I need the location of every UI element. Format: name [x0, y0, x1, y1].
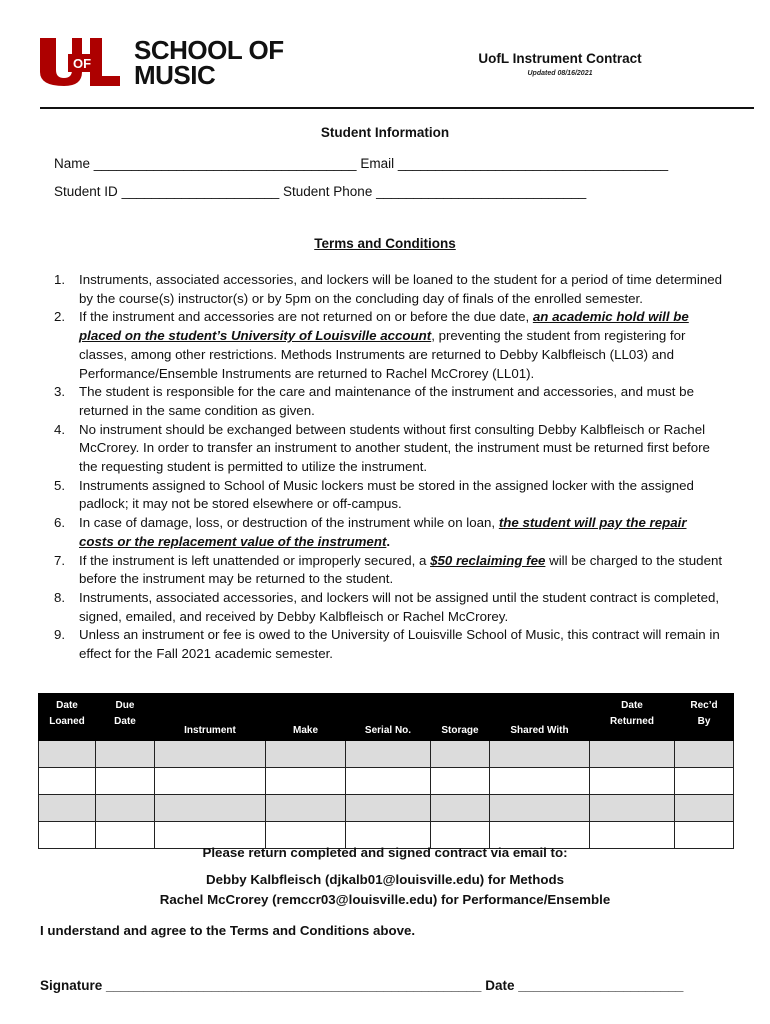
date-field[interactable]: ______________________: [518, 978, 684, 993]
table-cell[interactable]: [266, 795, 346, 822]
term-number: 5.: [54, 477, 66, 493]
table-row: [39, 741, 734, 768]
term-number: 1.: [54, 272, 66, 287]
signature-row: [40, 978, 683, 993]
table-cell[interactable]: [675, 768, 734, 795]
term-text-continued: , preventing the student from registering for classes, among other restrictions. Methods Instruments are returned to Debby Kalbfleisch (LL03) and Performance/Ensemble Instruments are returned to Rachel McCrorey (LL01).: [79, 328, 686, 381]
student-phone-field[interactable]: ____________________________: [376, 184, 587, 199]
term-item: [54, 589, 724, 626]
school-name-line1: SCHOOL OF: [134, 35, 284, 65]
email-label: Email: [360, 156, 395, 171]
term-text-continued: .: [386, 533, 391, 549]
table-cell[interactable]: [96, 768, 155, 795]
svg-text:OF: OF: [72, 56, 92, 71]
agreement-statement: I understand and agree to the Terms and Conditions above.: [40, 923, 416, 938]
uofl-school-of-music-logo: [38, 36, 288, 92]
col-serial-no: Serial No.: [346, 694, 431, 741]
term-number: 8.: [54, 589, 66, 605]
return-instructions: Please return completed and signed contract via email to:: [202, 845, 568, 860]
terms-list: [54, 271, 724, 664]
term-emphasis: the student will pay the repair costs or the replacement value of the instrument: [79, 515, 687, 549]
signature-label: Signature: [40, 978, 103, 993]
table-cell[interactable]: [346, 768, 431, 795]
col-shared-with: Shared With: [490, 694, 590, 741]
term-number: 3.: [54, 384, 66, 400]
table-cell[interactable]: [590, 741, 675, 768]
col-due-date: Due Date: [96, 694, 155, 741]
student-id-label: Student ID: [54, 184, 118, 199]
table-cell[interactable]: [39, 768, 96, 795]
table-cell[interactable]: [155, 768, 266, 795]
term-text-continued: will be charged to the student before the instrument may be returned to the student.: [79, 552, 723, 587]
table-cell[interactable]: [490, 768, 590, 795]
id-phone-row: [54, 184, 586, 199]
term-text: The student is responsible for the care and maintenance of the instrument and accessories, and must be returned in the same condition as given.: [79, 384, 694, 418]
name-email-row: [54, 156, 668, 171]
col-date-returned: Date Returned: [590, 694, 675, 741]
term-item: [54, 514, 724, 551]
table-cell[interactable]: [346, 741, 431, 768]
date-label: Date: [485, 978, 515, 993]
term-text: Unless an instrument or fee is owed to the University of Louisville School of Music, this contract will remain in effect for the Fall 2021 academic semester.: [79, 627, 720, 662]
student-id-field[interactable]: _____________________: [121, 184, 280, 199]
term-number: 7.: [54, 552, 66, 568]
instrument-table: [38, 693, 734, 849]
term-number: 9.: [54, 627, 66, 643]
col-make: Make: [266, 694, 346, 741]
table-cell[interactable]: [155, 795, 266, 822]
table-cell[interactable]: [590, 795, 675, 822]
term-item: [54, 477, 724, 514]
name-field[interactable]: ___________________________________: [93, 156, 357, 171]
term-text: If the instrument and accessories are not returned on or before the due date,: [79, 309, 533, 325]
header-divider: [40, 107, 754, 109]
table-cell[interactable]: [39, 741, 96, 768]
term-number: 2.: [54, 309, 66, 325]
term-item: [54, 383, 724, 420]
student-phone-label: Student Phone: [283, 184, 373, 199]
col-instrument: Instrument: [155, 694, 266, 741]
col-recd-by: Rec’d By: [675, 694, 734, 741]
term-text: Instruments assigned to School of Music lockers must be stored in the assigned locker with the assigned padlock; it may not be stored elsewhere or off-campus.: [79, 477, 694, 512]
table-cell[interactable]: [39, 795, 96, 822]
term-text: If the instrument is left unattended or improperly secured, a: [79, 552, 431, 568]
table-cell[interactable]: [96, 795, 155, 822]
table-cell[interactable]: [675, 795, 734, 822]
table-cell[interactable]: [675, 741, 734, 768]
updated-date: Updated 08/16/2021: [527, 70, 593, 77]
term-item: [54, 271, 724, 308]
student-info-heading: Student Information: [320, 125, 450, 140]
uofl-logo-mark-icon: [38, 36, 122, 88]
term-item: [54, 421, 724, 477]
methods-contact: Debby Kalbfleisch (djkalb01@louisville.edu) for Methods: [205, 872, 564, 887]
table-row: [39, 768, 734, 795]
email-field[interactable]: ____________________________________: [397, 156, 669, 171]
table-cell[interactable]: [590, 768, 675, 795]
table-cell[interactable]: [490, 741, 590, 768]
signature-field[interactable]: __________________________________________________: [106, 978, 482, 993]
table-cell[interactable]: [266, 768, 346, 795]
table-cell[interactable]: [346, 795, 431, 822]
name-label: Name: [54, 156, 91, 171]
term-text: No instrument should be exchanged between students without first consulting Debby Kalbfleisch or Rachel McCrorey. In order to transfer an instrument to another student, the instrument must be returned first before the requesting student is permitted to utilize the instrument.: [79, 421, 710, 475]
table-cell[interactable]: [266, 741, 346, 768]
term-emphasis: $50 reclaiming fee: [430, 552, 546, 568]
term-text: Instruments, associated accessories, and lockers will be loaned to the student for a period of time determined by the course(s) instructor(s) or by 5pm on the concluding day of finals of the enrolled semester.: [79, 272, 723, 306]
terms-heading: Terms and Conditions: [314, 236, 456, 251]
school-name-line2: MUSIC: [134, 60, 216, 90]
col-date-loaned: Date Loaned: [39, 694, 96, 741]
col-storage: Storage: [431, 694, 490, 741]
table-cell[interactable]: [490, 795, 590, 822]
term-number: 6.: [54, 515, 66, 531]
table-cell[interactable]: [431, 768, 490, 795]
ensemble-contact: Rachel McCrorey (remccr03@louisville.edu) for Performance/Ensemble: [159, 892, 611, 907]
table-row: [39, 795, 734, 822]
term-item: [54, 308, 724, 383]
term-number: 4.: [54, 421, 66, 437]
term-item: [54, 626, 724, 663]
table-cell[interactable]: [96, 741, 155, 768]
contract-title: UofL Instrument Contract: [478, 51, 642, 66]
term-text: Instruments, associated accessories, and lockers will not be assigned until the student contract is completed, signed, emailed, and received by Debby Kalbfleisch or Rachel McCrorey.: [79, 589, 720, 624]
term-item: [54, 552, 724, 589]
term-text: In case of damage, loss, or destruction of the instrument while on loan,: [79, 515, 499, 531]
term-emphasis: an academic hold will be placed on the student’s University of Louisville account: [79, 309, 689, 344]
table-header-row: [39, 694, 734, 741]
table-cell[interactable]: [431, 795, 490, 822]
table-cell[interactable]: [431, 741, 490, 768]
table-cell[interactable]: [155, 741, 266, 768]
